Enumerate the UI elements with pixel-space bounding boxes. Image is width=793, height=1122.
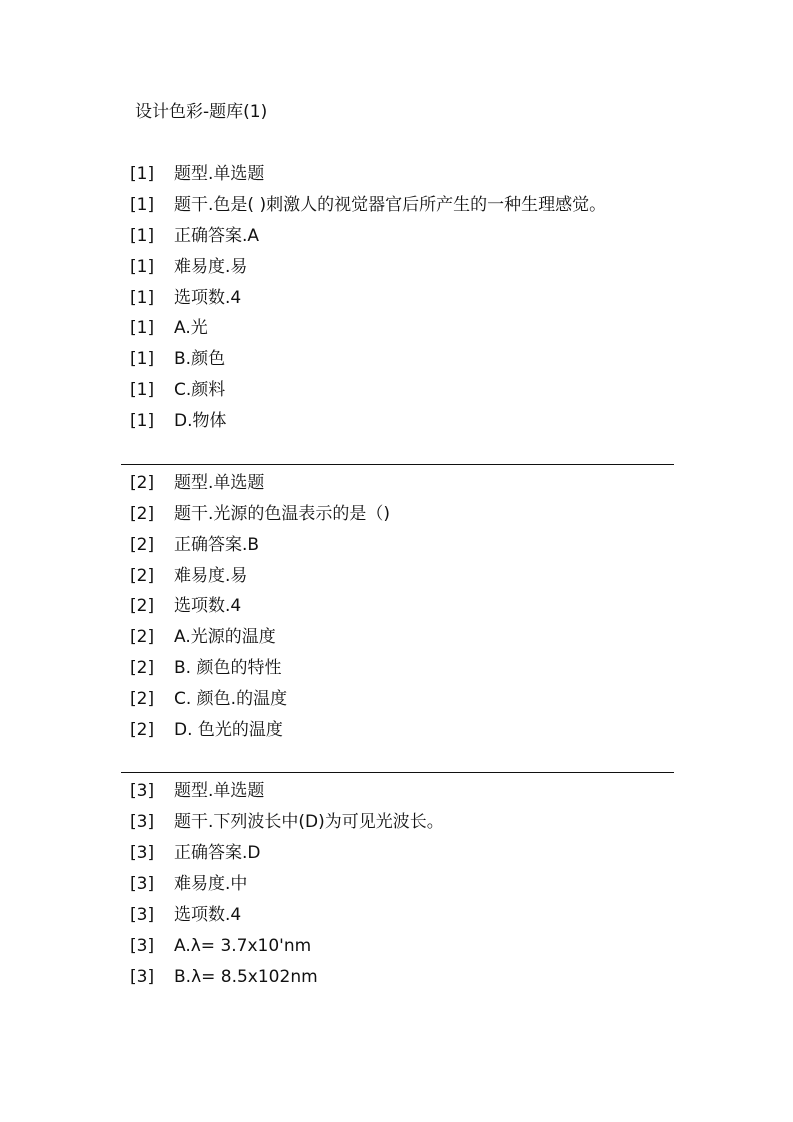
- option-c: C. 颜色.的温度: [174, 689, 288, 709]
- question-divider: [121, 464, 674, 465]
- question-stem: 题干.下列波长中(D)为可见光波长。: [174, 812, 444, 832]
- question-number: [2]: [130, 473, 155, 493]
- option-count-line: [130, 903, 241, 927]
- question-type: 题型.单选题: [174, 164, 265, 184]
- question-number: [2]: [130, 689, 155, 709]
- option-b: B.λ= 8.5x102nm: [174, 967, 318, 987]
- question-number: [1]: [130, 164, 155, 184]
- correct-answer: 正确答案.D: [174, 843, 261, 863]
- difficulty: 难易度.中: [174, 874, 248, 894]
- option-a: A.光: [174, 318, 208, 338]
- option-c: C.颜料: [174, 380, 226, 400]
- question-number: [2]: [130, 596, 155, 616]
- option-d-line: [130, 718, 283, 742]
- option-c-line: [130, 378, 225, 402]
- option-a-line: [130, 625, 276, 649]
- question-number: [1]: [130, 349, 155, 369]
- option-b-line: [130, 656, 281, 680]
- question-number: [2]: [130, 504, 155, 524]
- option-d: D. 色光的温度: [174, 720, 283, 740]
- question-type: 题型.单选题: [174, 781, 265, 801]
- question-number: [3]: [130, 936, 155, 956]
- question-number: [3]: [130, 874, 155, 894]
- difficulty-line: [130, 564, 247, 588]
- option-b-line: [130, 347, 225, 371]
- option-c-line: [130, 687, 287, 711]
- question-type-line: [130, 162, 264, 186]
- option-count: 选项数.4: [174, 905, 242, 925]
- correct-answer-line: [130, 841, 261, 865]
- question-stem-line: [130, 193, 606, 217]
- correct-answer: 正确答案.A: [174, 226, 260, 246]
- difficulty: 难易度.易: [174, 257, 248, 277]
- question-number: [1]: [130, 257, 155, 277]
- option-d-line: [130, 409, 227, 433]
- question-number: [3]: [130, 905, 155, 925]
- difficulty-line: [130, 872, 247, 896]
- question-stem-line: [130, 810, 444, 834]
- question-divider: [121, 772, 674, 773]
- question-number: [1]: [130, 411, 155, 431]
- question-stem-line: [130, 502, 390, 526]
- question-number: [3]: [130, 967, 155, 987]
- option-count: 选项数.4: [174, 288, 242, 308]
- question-number: [1]: [130, 380, 155, 400]
- option-count-line: [130, 594, 241, 618]
- option-a-line: [130, 316, 208, 340]
- question-number: [2]: [130, 566, 155, 586]
- question-stem: 题干.色是( )刺激人的视觉器官后所产生的一种生理感觉。: [174, 195, 607, 215]
- question-stem: 题干.光源的色温表示的是（): [174, 504, 391, 524]
- question-number: [1]: [130, 195, 155, 215]
- question-type: 题型.单选题: [174, 473, 265, 493]
- question-number: [1]: [130, 318, 155, 338]
- option-b: B.颜色: [174, 349, 226, 369]
- question-type-line: [130, 779, 264, 803]
- option-d: D.物体: [174, 411, 227, 431]
- question-number: [1]: [130, 288, 155, 308]
- option-a: A.λ= 3.7x10'nm: [174, 936, 312, 956]
- option-b-line: [130, 965, 318, 989]
- correct-answer-line: [130, 533, 259, 557]
- option-a: A.光源的温度: [174, 627, 276, 647]
- document-title: 设计色彩-题库(1): [135, 102, 268, 122]
- question-number: [1]: [130, 226, 155, 246]
- question-number: [2]: [130, 627, 155, 647]
- difficulty: 难易度.易: [174, 566, 248, 586]
- question-number: [3]: [130, 781, 155, 801]
- question-number: [2]: [130, 535, 155, 555]
- option-count: 选项数.4: [174, 596, 242, 616]
- correct-answer-line: [130, 224, 259, 248]
- option-a-line: [130, 934, 311, 958]
- option-b: B. 颜色的特性: [174, 658, 282, 678]
- correct-answer: 正确答案.B: [174, 535, 260, 555]
- question-type-line: [130, 471, 264, 495]
- difficulty-line: [130, 255, 247, 279]
- option-count-line: [130, 286, 241, 310]
- question-number: [3]: [130, 843, 155, 863]
- question-number: [3]: [130, 812, 155, 832]
- question-number: [2]: [130, 720, 155, 740]
- question-number: [2]: [130, 658, 155, 678]
